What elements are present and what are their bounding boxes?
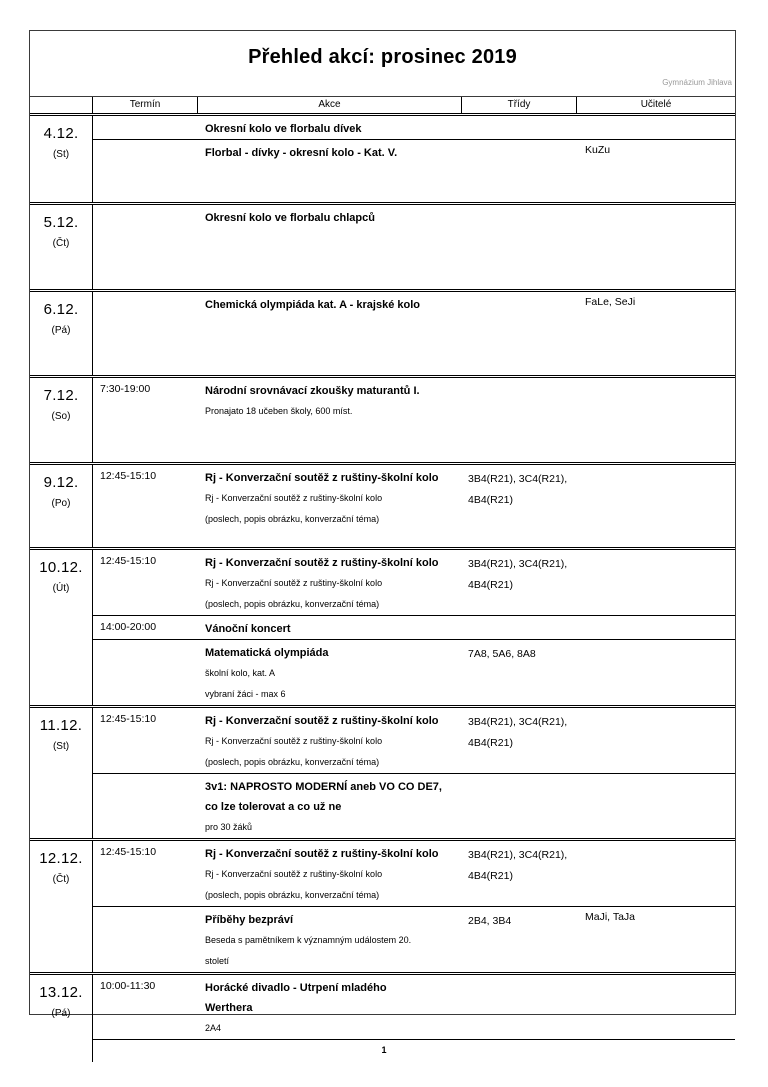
day-label: (St) [52, 741, 70, 752]
date-group [30, 292, 735, 378]
day-label: (Po) [51, 498, 71, 509]
event-title: Okresní kolo ve florbalu dívek [205, 123, 362, 135]
date-cell [30, 841, 93, 972]
event-title: co lze tolerovat a co už ne [205, 801, 342, 813]
event-classes: 3B4(R21), 3C4(R21), [468, 558, 568, 570]
event-detail: školní kolo, kat. A [205, 668, 276, 678]
date-group [30, 550, 735, 708]
event-row [93, 907, 735, 972]
event-time-cell [93, 774, 198, 838]
event-classes-cell [462, 907, 577, 972]
event-time: 10:00-11:30 [100, 980, 156, 992]
event-akce-cell [198, 841, 462, 906]
event-classes: 4B4(R21) [468, 579, 513, 591]
event-row [93, 616, 735, 640]
day-label: (Čt) [52, 238, 70, 249]
page-number: 1 [381, 1045, 387, 1055]
event-teachers: MaJi, TaJa [585, 911, 635, 923]
event-classes-cell [462, 841, 577, 906]
event-akce-cell [198, 140, 462, 202]
event-classes: 4B4(R21) [468, 494, 513, 506]
date-cell [30, 708, 93, 838]
event-classes: 4B4(R21) [468, 870, 513, 882]
event-akce-cell [198, 465, 462, 547]
event-time-cell [93, 550, 198, 615]
event-title: Rj - Konverzační soutěž z ruštiny-školní kolo [205, 472, 439, 484]
header-cell-termin: Termín [93, 97, 198, 113]
event-akce-cell [198, 616, 462, 639]
event-title: Chemická olympiáda kat. A - krajské kolo [205, 299, 420, 311]
page-frame [29, 30, 736, 1033]
event-row [93, 378, 735, 462]
event-row [93, 640, 735, 705]
event-rows [93, 465, 735, 547]
event-row [93, 205, 735, 289]
event-classes-cell [462, 708, 577, 773]
event-time: 12:45-15:10 [100, 846, 157, 858]
event-detail: (poslech, popis obrázku, konverzační téma) [205, 890, 380, 900]
event-title: Příběhy bezpráví [205, 914, 294, 926]
event-teachers-cell [577, 140, 735, 202]
date-cell [30, 550, 93, 705]
event-akce-cell [198, 975, 462, 1039]
event-teachers-cell [577, 378, 735, 462]
date-label: 7.12. [43, 387, 79, 404]
event-teachers-cell [577, 292, 735, 375]
event-time-cell [93, 616, 198, 639]
event-title: Národní srovnávací zkoušky maturantů I. [205, 385, 420, 397]
event-title: 3v1: NAPROSTO MODERNÍ aneb VO CO DE7, [205, 781, 442, 793]
event-classes-cell [462, 640, 577, 705]
event-teachers: FaLe, SeJi [585, 296, 636, 308]
event-time: 12:45-15:10 [100, 470, 157, 482]
event-classes-cell [462, 116, 577, 139]
event-time-cell [93, 205, 198, 289]
date-cell [30, 292, 93, 375]
event-akce-cell [198, 907, 462, 972]
event-detail: Rj - Konverzační soutěž z ruštiny-školní kolo [205, 578, 383, 588]
event-teachers-cell [577, 465, 735, 547]
day-label: (So) [51, 411, 71, 422]
event-title: Florbal - dívky - okresní kolo - Kat. V. [205, 147, 398, 159]
date-group [30, 205, 735, 292]
event-akce-cell [198, 774, 462, 838]
date-cell [30, 465, 93, 547]
event-time-cell [93, 907, 198, 972]
event-akce-cell [198, 292, 462, 375]
schedule-table [30, 96, 735, 1033]
event-teachers-cell [577, 205, 735, 289]
event-akce-cell [198, 550, 462, 615]
day-label: (Út) [52, 583, 70, 594]
day-label: (Pá) [51, 325, 71, 336]
event-classes: 3B4(R21), 3C4(R21), [468, 716, 568, 728]
event-teachers-cell [577, 774, 735, 838]
event-detail: 2A4 [205, 1023, 222, 1033]
event-title: Werthera [205, 1002, 253, 1014]
event-classes-cell [462, 465, 577, 547]
event-detail: století [205, 956, 230, 966]
event-teachers-cell [577, 975, 735, 1039]
date-cell [30, 205, 93, 289]
event-detail: (poslech, popis obrázku, konverzační téma) [205, 757, 380, 767]
event-classes: 7A8, 5A6, 8A8 [468, 648, 536, 660]
event-detail: Pronajato 18 učeben školy, 600 míst. [205, 406, 353, 416]
event-row [93, 975, 735, 1040]
event-classes: 2B4, 3B4 [468, 915, 512, 927]
event-classes-cell [462, 140, 577, 202]
date-cell [30, 116, 93, 202]
date-cell [30, 378, 93, 462]
date-group [30, 378, 735, 465]
day-label: (Čt) [52, 874, 70, 885]
event-time-cell [93, 465, 198, 547]
event-rows [93, 550, 735, 705]
event-classes-cell [462, 378, 577, 462]
event-detail: Rj - Konverzační soutěž z ruštiny-školní kolo [205, 736, 383, 746]
event-row [93, 841, 735, 907]
event-classes-cell [462, 550, 577, 615]
event-classes: 4B4(R21) [468, 737, 513, 749]
event-row [93, 116, 735, 140]
event-teachers-cell [577, 907, 735, 972]
date-label: 6.12. [43, 301, 79, 318]
event-akce-cell [198, 708, 462, 773]
date-label: 5.12. [43, 214, 79, 231]
event-akce-cell [198, 640, 462, 705]
event-teachers-cell [577, 841, 735, 906]
event-title: Okresní kolo ve florbalu chlapců [205, 212, 375, 224]
event-time-cell [93, 378, 198, 462]
event-title: Matematická olympiáda [205, 647, 329, 659]
page-title: Přehled akcí: prosinec 2019 [248, 46, 517, 68]
event-akce-cell [198, 378, 462, 462]
event-akce-cell [198, 205, 462, 289]
event-rows [93, 205, 735, 289]
event-teachers-cell [577, 116, 735, 139]
date-group [30, 708, 735, 841]
event-detail: Rj - Konverzační soutěž z ruštiny-školní kolo [205, 869, 383, 879]
event-detail: (poslech, popis obrázku, konverzační téma) [205, 599, 380, 609]
event-time: 7:30-19:00 [100, 383, 151, 395]
header-cell-ucitele: Učitelé [640, 99, 672, 110]
event-classes-cell [462, 616, 577, 639]
school-name: Gymnázium Jihlava [662, 78, 732, 87]
event-rows [93, 378, 735, 462]
event-teachers-cell [577, 550, 735, 615]
date-label: 4.12. [43, 125, 79, 142]
event-detail: Beseda s pamětníkem k významným událostem 20. [205, 935, 412, 945]
day-label: (Pá) [51, 1008, 71, 1019]
day-label: (St) [52, 149, 70, 160]
header-cell-tridy: Třídy [462, 97, 577, 113]
event-title: Rj - Konverzační soutěž z ruštiny-školní kolo [205, 848, 439, 860]
event-title: Rj - Konverzační soutěž z ruštiny-školní kolo [205, 715, 439, 727]
event-teachers-cell [577, 708, 735, 773]
event-time: 12:45-15:10 [100, 555, 157, 567]
event-detail: (poslech, popis obrázku, konverzační téma) [205, 514, 380, 524]
event-row [93, 708, 735, 774]
event-classes-cell [462, 205, 577, 289]
event-detail: vybraní žáci - max 6 [205, 689, 286, 699]
event-row [93, 465, 735, 547]
event-rows [93, 292, 735, 375]
event-time-cell [93, 640, 198, 705]
event-classes: 3B4(R21), 3C4(R21), [468, 849, 568, 861]
event-classes: 3B4(R21), 3C4(R21), [468, 473, 568, 485]
event-rows [93, 841, 735, 972]
date-label: 12.12. [39, 850, 83, 867]
date-group [30, 465, 735, 550]
event-detail: pro 30 žáků [205, 822, 253, 832]
event-time-cell [93, 140, 198, 202]
event-time-cell [93, 841, 198, 906]
event-row [93, 774, 735, 838]
event-time: 14:00-20:00 [100, 621, 157, 633]
event-time-cell [93, 116, 198, 139]
event-title: Rj - Konverzační soutěž z ruštiny-školní kolo [205, 557, 439, 569]
date-group [30, 841, 735, 975]
event-time-cell [93, 975, 198, 1039]
event-row [93, 292, 735, 375]
event-time-cell [93, 292, 198, 375]
event-classes-cell [462, 975, 577, 1039]
event-time: 12:45-15:10 [100, 713, 157, 725]
date-label: 13.12. [39, 984, 83, 1001]
event-row [93, 140, 735, 202]
date-group [30, 116, 735, 205]
event-teachers-cell [577, 616, 735, 639]
event-time-cell [93, 708, 198, 773]
event-title: Horácké divadlo - Utrpení mladého [205, 982, 387, 994]
date-label: 11.12. [39, 717, 83, 734]
header-cell-date [30, 97, 93, 113]
event-teachers: KuZu [585, 144, 611, 156]
event-rows [93, 116, 735, 202]
event-akce-cell [198, 116, 462, 139]
event-classes-cell [462, 292, 577, 375]
event-classes-cell [462, 774, 577, 838]
event-detail: Rj - Konverzační soutěž z ruštiny-školní kolo [205, 493, 383, 503]
event-rows [93, 708, 735, 838]
event-title: Vánoční koncert [205, 623, 291, 635]
table-header-row [30, 97, 735, 116]
date-label: 10.12. [39, 559, 83, 576]
event-row [93, 550, 735, 616]
header-cell-akce: Akce [198, 97, 462, 113]
date-label: 9.12. [43, 474, 79, 491]
event-teachers-cell [577, 640, 735, 705]
